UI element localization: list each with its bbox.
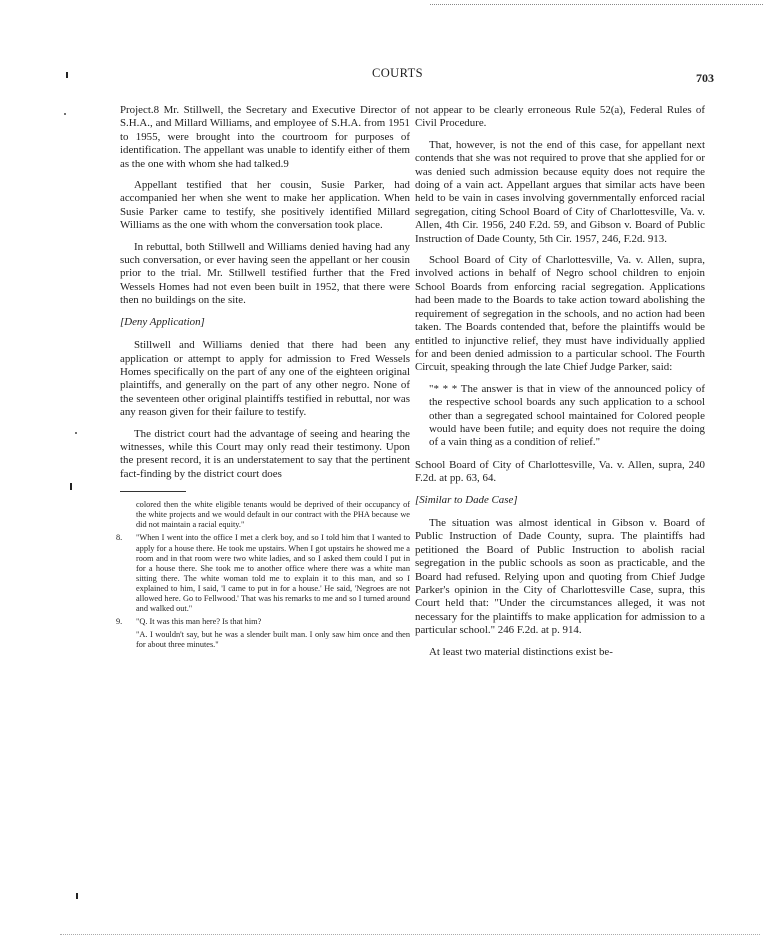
margin-dot (75, 432, 77, 434)
footnote-number: 9. (116, 617, 123, 627)
page-number: 703 (696, 71, 714, 85)
paragraph: not appear to be clearly erroneous Rule 52(a), Federal Rules of Civil Procedure. (415, 104, 705, 130)
margin-mark (76, 893, 78, 899)
bottom-scan-edge (60, 934, 760, 935)
paragraph: Appellant testified that her cousin, Susie Parker, had accompanied her when she went to make her application. When Susie Parker came to testify, she positively identified Millard Williams as the one with whom the conversation took place. (120, 179, 410, 232)
footnote-text: "When I went into the office I met a clerk boy, and so I told him that I wanted to apply for a house there. He took me upstairs. When I got upstairs he showed me a room and in that room were two white ladies, and so I asked them could I put in for a house there. She took me to another office where there was a white man sitting there. The white woman told me to explain it to this man, and so I explained to him, I said, 'I came to put in for a house.' He said, 'Negroes are not allowed here. Go to Fellwood.' That was his remarks to me and so I turned around and walked out." (136, 533, 410, 614)
left-column (116, 104, 410, 653)
paragraph: That, however, is not the end of this case, for appellant next contends that she was not required to prove that she applied for or was denied such admission because equity does not require the doing of a vain act. Appellant argues that similar acts have been held to be vain in cases involving governmentally enforced racial segregation, citing School Board of City of Charlottesville, Va. v. Allen, 4th Cir. 1956, 240 F.2d. 59, and Gibson v. Board of Public Instruction of Dade County, 5th Cir. 1957, 246, F.2d. 913. (415, 138, 705, 245)
section-heading: [Similar to Dade Case] (415, 493, 518, 506)
margin-dot (64, 113, 66, 115)
paragraph: School Board of City of Charlottesville, Va. v. Allen, supra, involved actions in behalf of Negro school children to enjoin School Boards from enforcing racial segregation. Applications had been made to the Boards to take action toward abolishing the requirement of segregation in the schools, and no action had been taken. The Boards contended that, before the plaintiffs would be entitled to injunctive relief, they must have individually applied for and been denied admission to a particular school. The Fourth Circuit, speaking through the late Chief Judge Parker, said: (415, 254, 705, 374)
footnote-rule (120, 491, 186, 492)
paragraph: Project.8 Mr. Stillwell, the Secretary and Executive Director of S.H.A., and Millard Williams, and employee of S.H.A. from 1951 to 1955, were brought into the courtroom for purposes of identification. The appellant was unable to identify either of them as the one with whom she had talked.9 (120, 104, 410, 170)
section-heading: [Deny Application] (120, 315, 205, 328)
top-scan-edge (430, 4, 763, 5)
margin-mark (70, 483, 72, 490)
paragraph: In rebuttal, both Stillwell and Williams denied having had any such conversation, or ever having seen the appellant or her cousin prior to the trial. Mr. Stillwell testified further that the Fred Wessels Homes had not even been built in 1952, that there were then no buildings on the site. (120, 240, 410, 307)
footnote-continuation: colored then the white eligible tenants would be deprived of their occupancy of the white projects and we would default in our contract with the PHA because we did not maintain a racial equity." (136, 500, 410, 530)
paragraph: The district court had the advantage of seeing and hearing the witnesses, while this Court may only read their testimony. Upon the present record, it is an understatement to say that the pertinent fact-finding by the district court does (120, 427, 410, 480)
footnote-number: 8. (116, 533, 123, 543)
footnote-8 (116, 533, 410, 614)
running-head (0, 66, 763, 86)
margin-mark (66, 72, 68, 78)
footnote-text: "Q. It was this man here? Is that him? (136, 617, 262, 627)
right-column (415, 104, 705, 667)
block-quote: "* * * The answer is that in view of the announced policy of the respective school boards any such application to a school other than a segregated school maintained for Colored people would have been futile; and equity does not require the doing of a vain thing as a condition of relief." (429, 382, 705, 449)
paragraph: At least two material distinctions exist be- (429, 645, 613, 658)
footnote-9 (116, 617, 410, 627)
paragraph: The situation was almost identical in Gibson v. Board of Public Instruction of Dade County, supra. The plaintiffs had petitioned the Board of Public Instruction to abolish racial segregation in the public schools as soon as practicable, and the Board had refused. Relying upon and quoting from Chief Judge Parker's opinion in the City of Charlottesville Case, supra, this Court held that: "Under the circumstances alleged, it was not necessary for the plaintiffs to make application for admission to a particular school." 246 F.2d. at p. 914. (415, 516, 705, 637)
running-head-title: COURTS (372, 66, 423, 80)
paragraph: Stillwell and Williams denied that there had been any application or attempt to apply for admission to Fred Wessels Homes specifically on the part of any one of the eighteen original plaintiffs, and generally on the part of any other negro. None of the seventeen other original plaintiffs testified in rebuttal, nor was any reason given for their failure to testify. (120, 339, 410, 419)
footnote-9-answer (120, 630, 410, 650)
citation: School Board of City of Charlottesville, Va. v. Allen, supra, 240 F.2d. at pp. 63, 64. (415, 458, 705, 485)
footnote-text: "A. I wouldn't say, but he was a slender built man. I only saw him once and then for about three minutes." (136, 630, 410, 650)
